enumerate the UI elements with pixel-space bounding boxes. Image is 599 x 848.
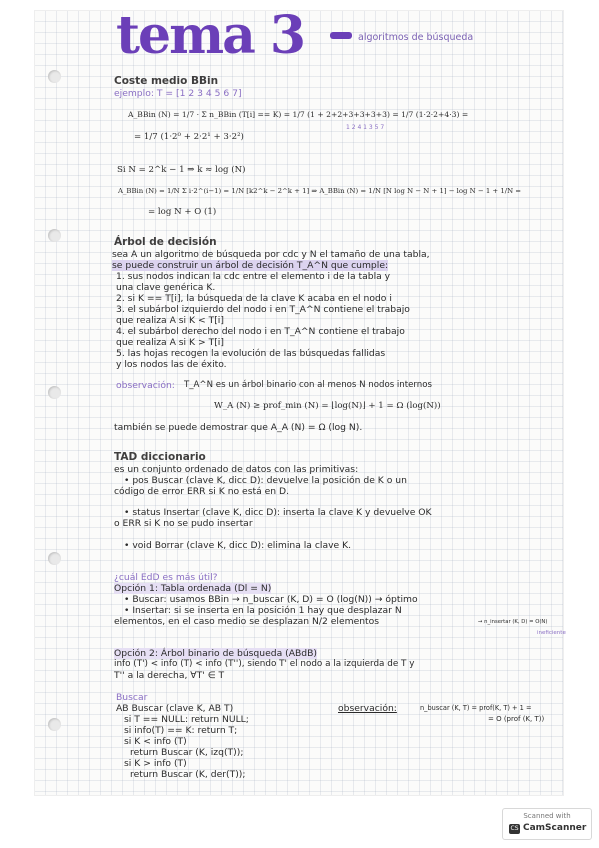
list-item: • status Insertar (clave K, dicc D): inserta la clave K y devuelve OK [124, 507, 432, 518]
page-title: tema 3 [116, 5, 305, 66]
title-dash [330, 32, 352, 39]
option-2-label: Opción 2: Árbol binario de búsqueda (ABdB) [114, 648, 318, 659]
formula-line: = 1/7 (1·2⁰ + 2·2¹ + 3·2²) [134, 132, 244, 142]
text-line: T'' a la derecha, ∀T' ∈ T [114, 670, 225, 681]
section-heading-coste-medio: Coste medio BBin [114, 75, 219, 87]
code-line: AB Buscar (clave K, AB T) [116, 703, 234, 714]
text-line: una clave genérica K. [116, 282, 216, 293]
text-line: 1. sus nodos indican la cdc entre el elemento i de la tabla y [116, 271, 391, 282]
code-line: return Buscar (K, der(T)); [130, 769, 246, 780]
list-item: • pos Buscar (clave K, dicc D): devuelve la posición de K o un [124, 475, 407, 486]
list-item: o ERR si K no se pudo insertar [114, 518, 253, 529]
example-line: ejemplo: T = [1 2 3 4 5 6 7] [114, 88, 242, 99]
observation-text: T_A^N es un árbol binario con al menos N nodos internos [184, 380, 432, 390]
side-note: → n_insertar (K, D) = O(N) [478, 619, 548, 625]
scanned-with-text: Scanned with [523, 812, 571, 820]
list-item: elementos, en el caso medio se desplazan N/2 elementos [114, 616, 380, 627]
binder-hole [48, 229, 61, 242]
page-subtitle: algoritmos de búsqueda [358, 32, 474, 43]
option-2 [114, 648, 317, 659]
code-line: si T == NULL: return NULL; [124, 714, 249, 725]
text-line: es un conjunto ordenado de datos con las primitivas: [114, 464, 359, 475]
observation-formula: W_A (N) ≥ prof_min (N) = ⌊log(N)⌋ + 1 = Ω (log(N)) [214, 401, 441, 411]
formula-line: Si N = 2^k − 1 ⇒ k ≈ log (N) [117, 165, 246, 175]
formula-indices: 1 2 4 1 3 5 7 [346, 124, 385, 131]
section-heading-arbol-decision: Árbol de decisión [114, 236, 217, 248]
list-item: código de error ERR si K no está en D. [114, 486, 290, 497]
camscanner-logo-icon: CS [510, 825, 519, 832]
observation-formula: n_buscar (K, T) = prof(K, T) + 1 = [420, 704, 532, 712]
observation-label: observación: [116, 380, 175, 391]
camscanner-name: CamScanner [523, 823, 587, 833]
buscar-label: Buscar [116, 692, 148, 703]
option-1-label: Opción 1: Tabla ordenada (Dl = N) [114, 583, 272, 594]
code-line: si K < info (T) [124, 736, 187, 747]
text-line: sea A un algoritmo de búsqueda por cdc y N el tamaño de una tabla, [112, 249, 430, 260]
formula-line: A_BBin (N) = 1/7 · Σ n_BBin (T[i] == K) = 1/7 (1 + 2+2+3+3+3+3) = 1/7 (1·2·2+4·3) = [128, 110, 469, 119]
text-line: y los nodos las de éxito. [116, 359, 227, 370]
formula-line: = log N + O (1) [148, 207, 217, 217]
text-line: info (T') < info (T) < info (T''), siendo T' el nodo a la izquierda de T y [114, 659, 415, 669]
binder-hole [48, 552, 61, 565]
observation-formula: = O (prof (K, T)) [488, 715, 545, 723]
text-line [112, 260, 388, 271]
binder-hole [48, 386, 61, 399]
section-heading-tad-diccionario: TAD diccionario [114, 451, 206, 463]
option-1 [114, 583, 271, 594]
list-item: • Insertar: si se inserta en la posición 1 hay que desplazar N [124, 605, 402, 616]
camscanner-badge [502, 808, 592, 840]
formula-line: A_BBin (N) = 1/N Σ i·2^(i−1) = 1/N [k2^k − 2^k + 1] ⇒ A_BBin (N) = 1/N [N log N − N + 1] − log N − 1 + 1/N = [118, 187, 522, 195]
text-line: que realiza A si K > T[i] [116, 337, 224, 348]
binder-hole [48, 718, 61, 731]
text-line: 2. si K == T[i], la búsqueda de la clave K acaba en el nodo i [116, 293, 392, 304]
text-line: 3. el subárbol izquierdo del nodo i en T_A^N contiene el trabajo [116, 304, 410, 315]
text-line-content: se puede construir un árbol de decisión T_A^N que cumple: [112, 260, 389, 271]
list-item: • Buscar: usamos BBin → n_buscar (K, D) = O (log(N)) → óptimo [124, 594, 418, 605]
observation-label: observación: [338, 703, 397, 714]
code-line: si K > info (T) [124, 758, 187, 769]
text-line: 5. las hojas recogen la evolución de las búsquedas fallidas [116, 348, 386, 359]
binder-hole [48, 70, 61, 83]
question-line: ¿cuál EdD es más útil? [114, 572, 218, 583]
text-line: que realiza A si K < T[i] [116, 315, 224, 326]
code-line: si info(T) == K: return T; [124, 725, 238, 736]
text-line: también se puede demostrar que A_A (N) = Ω (log N). [114, 422, 363, 433]
side-note: ineficiente [537, 630, 566, 636]
list-item: • void Borrar (clave K, dicc D): elimina la clave K. [124, 540, 352, 551]
code-line: return Buscar (K, izq(T)); [130, 747, 244, 758]
text-line: 4. el subárbol derecho del nodo i en T_A^N contiene el trabajo [116, 326, 405, 337]
